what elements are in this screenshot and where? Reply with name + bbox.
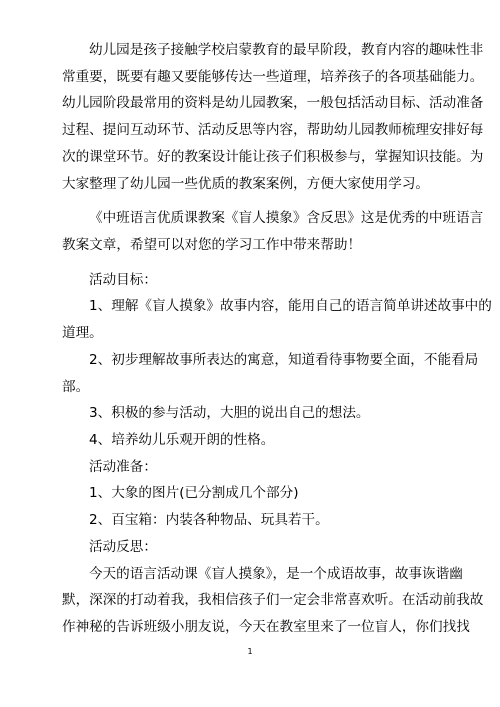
goal-item-4: 4、培养幼儿乐观开朗的性格。 — [89, 432, 275, 448]
intro-line-6: 大家整理了幼儿园一些优质的教案案例，方便大家使用学习。 — [62, 176, 430, 192]
page-number: 1 — [247, 647, 253, 656]
section-heading-reflection: 活动反思： — [89, 539, 157, 555]
intro-line-3: 幼儿园阶段最常用的资料是幼儿园教案，一般包括活动目标、活动准备 — [62, 95, 484, 111]
reflection-line-1: 今天的语言活动课《盲人摸象》，是一个成语故事，故事诙谐幽 — [89, 566, 463, 582]
prep-item-1: 1、大象的图片(已分割成几个部分) — [89, 485, 299, 501]
reflection-line-2: 默，深深的打动着我，我相信孩子们一定会非常喜欢听。在活动前我故 — [62, 592, 484, 608]
summary-line-2: 教案文章，希望可以对您的学习工作中带来帮助！ — [62, 237, 362, 253]
prep-item-2: 2、百宝箱：内装各种物品、玩具若干。 — [89, 512, 329, 528]
section-heading-goals: 活动目标： — [89, 272, 157, 288]
goal-item-2-cont: 部。 — [62, 379, 90, 395]
reflection-line-3: 作神秘的告诉班级小朋友说，今天在教室里来了一位盲人，你们找找 — [62, 619, 470, 635]
summary-line-1: 《中班语言优质课教案《盲人摸象》含反思》这是优秀的中班语言 — [89, 210, 484, 226]
section-heading-preparation: 活动准备： — [89, 459, 157, 475]
intro-line-2: 常重要，既要有趣又要能够传达一些道理，培养孩子的各项基础能力。 — [62, 69, 484, 85]
goal-item-2: 2、初步理解故事所表达的寓意，知道看待事物要全面，不能看局 — [89, 352, 479, 368]
intro-line-1: 幼儿园是孩子接触学校启蒙教育的最早阶段，教育内容的趣味性非 — [89, 42, 484, 58]
goal-item-1: 1、理解《盲人摸象》故事内容，能用自己的语言简单讲述故事中的 — [89, 298, 492, 314]
goal-item-1-cont: 道理。 — [62, 325, 103, 341]
goal-item-3: 3、积极的参与活动，大胆的说出自己的想法。 — [89, 405, 370, 421]
intro-line-4: 过程、提问互动环节、活动反思等内容，帮助幼儿园教师梳理安排好每 — [62, 122, 484, 138]
intro-line-5: 次的课堂环节。好的教案设计能让孩子们积极参与，掌握知识技能。为 — [62, 149, 484, 165]
